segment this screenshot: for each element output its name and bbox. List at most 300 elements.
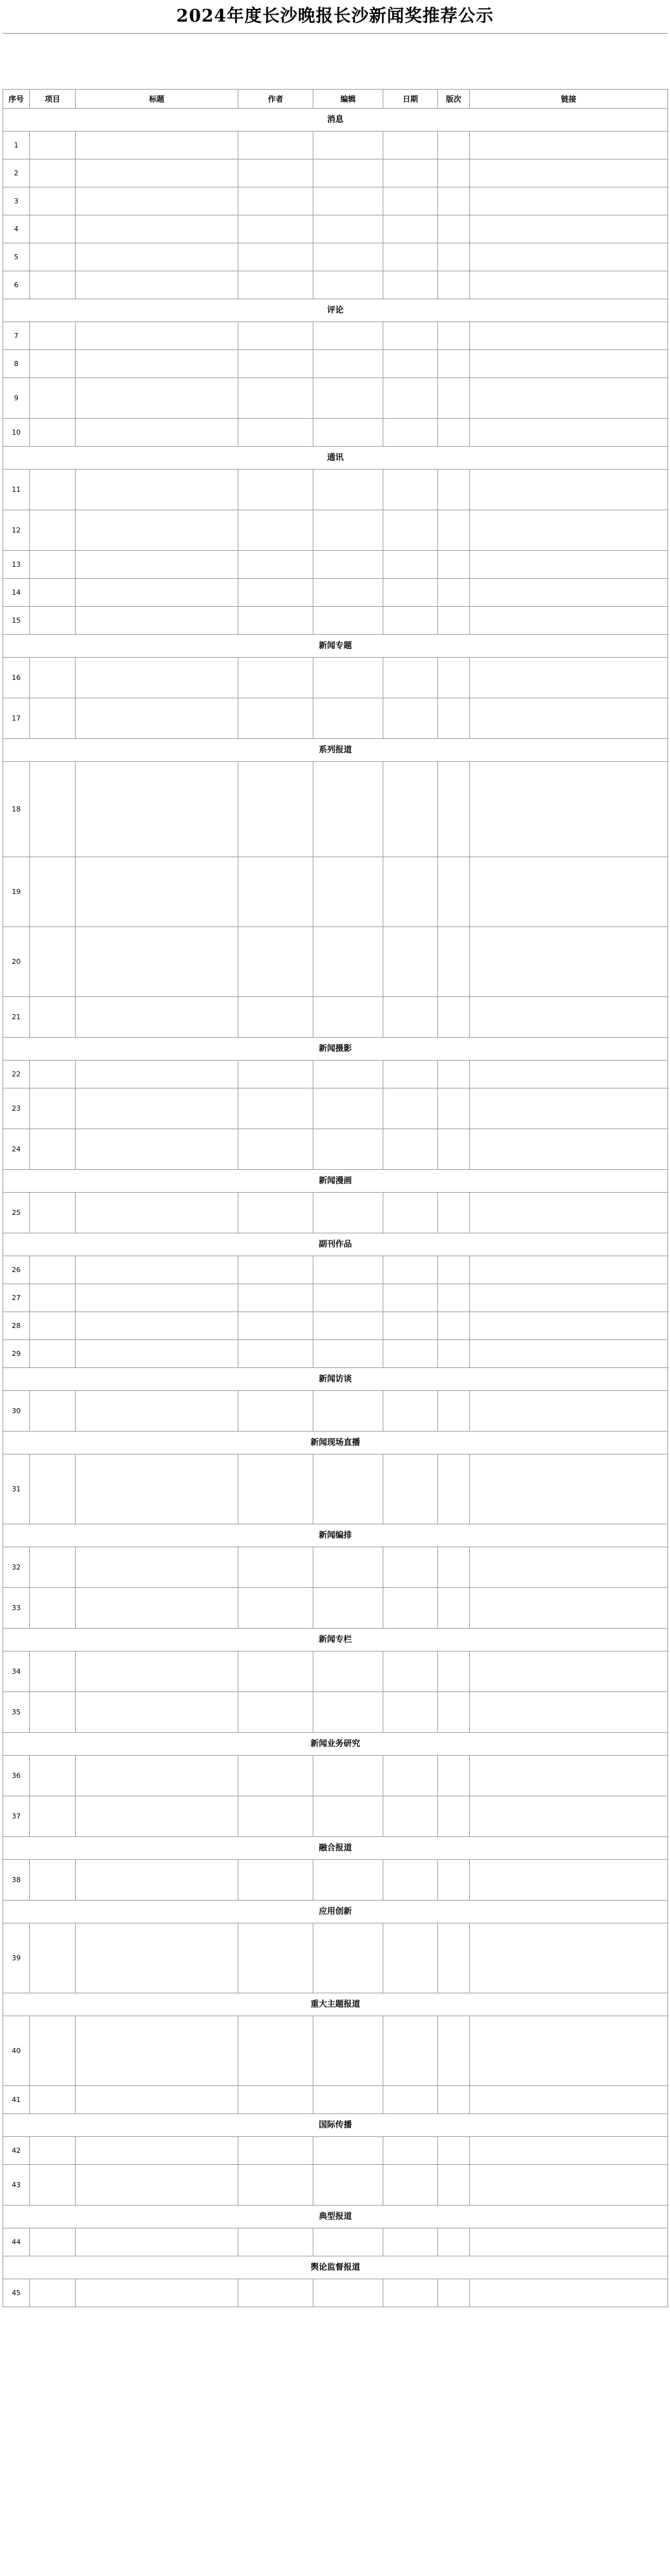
cell-link[interactable] (470, 1547, 668, 1588)
section-row-xinwenmanhua (3, 1170, 668, 1193)
header-link: 链接 (470, 90, 668, 109)
cell-title (76, 857, 238, 927)
cell-title (76, 1651, 238, 1692)
cell-page (438, 579, 470, 607)
table-row (3, 215, 668, 243)
table-row (3, 927, 668, 997)
cell-date (383, 1692, 438, 1733)
cell-link[interactable] (470, 607, 668, 635)
cell-editor (313, 857, 383, 927)
cell-editor (313, 927, 383, 997)
cell-date (383, 2086, 438, 2114)
cell-page (438, 2165, 470, 2206)
cell-author (238, 322, 313, 350)
cell-index: 32 (3, 1547, 30, 1588)
cell-page (438, 159, 470, 187)
table-row (3, 1756, 668, 1796)
cell-item (30, 1860, 76, 1901)
cell-index: 3 (3, 187, 30, 215)
cell-page (438, 997, 470, 1038)
cell-index: 1 (3, 132, 30, 159)
cell-page (438, 350, 470, 378)
cell-editor (313, 762, 383, 857)
cell-item (30, 1588, 76, 1629)
cell-index: 38 (3, 1860, 30, 1901)
cell-date (383, 2016, 438, 2086)
cell-page (438, 1547, 470, 1588)
cell-author (238, 378, 313, 419)
cell-date (383, 322, 438, 350)
cell-date (383, 1796, 438, 1837)
cell-author (238, 1692, 313, 1733)
section-row-pinglun (3, 299, 668, 322)
section-row-xinwenfangtan (3, 1368, 668, 1391)
table-row (3, 1340, 668, 1368)
table-row (3, 322, 668, 350)
cell-link[interactable] (470, 698, 668, 739)
cell-title (76, 159, 238, 187)
cell-link[interactable] (470, 322, 668, 350)
cell-item (30, 243, 76, 271)
cell-link[interactable] (470, 1923, 668, 1993)
cell-link[interactable] (470, 997, 668, 1038)
cell-date (383, 419, 438, 447)
cell-title (76, 187, 238, 215)
cell-author (238, 2165, 313, 2206)
cell-link[interactable] (470, 1796, 668, 1837)
table-row (3, 997, 668, 1038)
cell-index: 27 (3, 1284, 30, 1312)
section-heading: 典型报道 (3, 2206, 668, 2228)
table-row (3, 579, 668, 607)
cell-page (438, 1129, 470, 1170)
cell-editor (313, 2228, 383, 2256)
cell-author (238, 2016, 313, 2086)
cell-page (438, 1588, 470, 1629)
table-row (3, 1923, 668, 1993)
cell-item (30, 350, 76, 378)
cell-index: 4 (3, 215, 30, 243)
cell-date (383, 1284, 438, 1312)
section-heading: 副刊作品 (3, 1233, 668, 1256)
cell-author (238, 132, 313, 159)
cell-item (30, 2086, 76, 2114)
table-row (3, 2086, 668, 2114)
cell-item (30, 1547, 76, 1588)
cell-index: 14 (3, 579, 30, 607)
cell-index: 44 (3, 2228, 30, 2256)
cell-index: 41 (3, 2086, 30, 2114)
table-row (3, 1088, 668, 1129)
cell-item (30, 658, 76, 698)
section-heading: 国际传播 (3, 2114, 668, 2137)
table-row (3, 187, 668, 215)
cell-author (238, 857, 313, 927)
cell-title (76, 1088, 238, 1129)
section-row-xiliebaodao (3, 739, 668, 762)
cell-editor (313, 2086, 383, 2114)
cell-page (438, 698, 470, 739)
cell-editor (313, 1256, 383, 1284)
cell-page (438, 1692, 470, 1733)
cell-date (383, 243, 438, 271)
cell-title (76, 1547, 238, 1588)
cell-editor (313, 2137, 383, 2165)
cell-editor (313, 2279, 383, 2307)
cell-page (438, 2086, 470, 2114)
cell-title (76, 927, 238, 997)
cell-title (76, 2228, 238, 2256)
cell-index: 16 (3, 658, 30, 698)
cell-link[interactable] (470, 1756, 668, 1796)
cell-link[interactable] (470, 1340, 668, 1368)
cell-index: 39 (3, 1923, 30, 1993)
cell-author (238, 1088, 313, 1129)
cell-date (383, 1923, 438, 1993)
cell-date (383, 215, 438, 243)
table-body (3, 109, 668, 2307)
table-row (3, 1129, 668, 1170)
cell-date (383, 159, 438, 187)
cell-item (30, 510, 76, 551)
cell-title (76, 322, 238, 350)
cell-link[interactable] (470, 579, 668, 607)
section-row-xinwenyewuyanjiu (3, 1733, 668, 1756)
cell-editor (313, 1756, 383, 1796)
cell-page (438, 2137, 470, 2165)
cell-date (383, 927, 438, 997)
cell-item (30, 2279, 76, 2307)
cell-item (30, 1256, 76, 1284)
cell-item (30, 1651, 76, 1692)
cell-editor (313, 271, 383, 299)
cell-index: 20 (3, 927, 30, 997)
cell-editor (313, 322, 383, 350)
table-row (3, 857, 668, 927)
cell-title (76, 1061, 238, 1088)
cell-page (438, 419, 470, 447)
cell-editor (313, 419, 383, 447)
section-heading: 新闻专题 (3, 635, 668, 658)
section-row-dianxingbaodao (3, 2206, 668, 2228)
cell-title (76, 1256, 238, 1284)
cell-title (76, 2165, 238, 2206)
cell-index: 6 (3, 271, 30, 299)
cell-editor (313, 1923, 383, 1993)
section-row-xiaoxi (3, 109, 668, 132)
cell-date (383, 1454, 438, 1524)
cell-item (30, 607, 76, 635)
cell-link[interactable] (470, 551, 668, 579)
cell-link[interactable] (470, 215, 668, 243)
cell-author (238, 698, 313, 739)
cell-title (76, 1312, 238, 1340)
cell-item (30, 132, 76, 159)
cell-page (438, 187, 470, 215)
cell-link[interactable] (470, 762, 668, 857)
cell-date (383, 510, 438, 551)
cell-index: 17 (3, 698, 30, 739)
cell-index: 28 (3, 1312, 30, 1340)
cell-link[interactable] (470, 1651, 668, 1692)
cell-title (76, 1588, 238, 1629)
table-row (3, 1061, 668, 1088)
table-row (3, 1193, 668, 1233)
cell-index: 11 (3, 470, 30, 510)
cell-link[interactable] (470, 132, 668, 159)
cell-title (76, 1756, 238, 1796)
header-page: 版次 (438, 90, 470, 109)
cell-link[interactable] (470, 857, 668, 927)
cell-editor (313, 658, 383, 698)
cell-editor (313, 1692, 383, 1733)
cell-title (76, 551, 238, 579)
cell-index: 9 (3, 378, 30, 419)
cell-editor (313, 215, 383, 243)
cell-link[interactable] (470, 658, 668, 698)
cell-link[interactable] (470, 1391, 668, 1432)
cell-link[interactable] (470, 510, 668, 551)
section-heading: 通讯 (3, 447, 668, 470)
cell-date (383, 2165, 438, 2206)
section-row-tongxun (3, 447, 668, 470)
cell-item (30, 1312, 76, 1340)
cell-title (76, 350, 238, 378)
cell-title (76, 1193, 238, 1233)
cell-item (30, 927, 76, 997)
table-row (3, 1651, 668, 1692)
cell-link[interactable] (470, 927, 668, 997)
cell-date (383, 997, 438, 1038)
section-row-ronghebaodao (3, 1837, 668, 1860)
cell-link[interactable] (470, 1692, 668, 1733)
cell-author (238, 2086, 313, 2114)
cell-link[interactable] (470, 378, 668, 419)
cell-date (383, 1588, 438, 1629)
cell-link[interactable] (470, 470, 668, 510)
cell-author (238, 1860, 313, 1901)
cell-link[interactable] (470, 1284, 668, 1312)
cell-item (30, 378, 76, 419)
cell-author (238, 1796, 313, 1837)
cell-title (76, 698, 238, 739)
cell-item (30, 762, 76, 857)
cell-item (30, 419, 76, 447)
cell-author (238, 658, 313, 698)
cell-index: 40 (3, 2016, 30, 2086)
cell-author (238, 2228, 313, 2256)
cell-link[interactable] (470, 2016, 668, 2086)
cell-page (438, 243, 470, 271)
table-row (3, 2016, 668, 2086)
cell-date (383, 378, 438, 419)
meta-line (3, 76, 667, 89)
cell-page (438, 271, 470, 299)
cell-editor (313, 1129, 383, 1170)
cell-link[interactable] (470, 1588, 668, 1629)
section-row-xinwensheying (3, 1038, 668, 1061)
cell-date (383, 1129, 438, 1170)
cell-link[interactable] (470, 1061, 668, 1088)
cell-date (383, 2279, 438, 2307)
cell-link[interactable] (470, 1860, 668, 1901)
cell-index: 18 (3, 762, 30, 857)
section-row-yulunjiandu (3, 2256, 668, 2279)
cell-title (76, 271, 238, 299)
cell-editor (313, 159, 383, 187)
cell-index: 10 (3, 419, 30, 447)
cell-editor (313, 1391, 383, 1432)
table-row (3, 271, 668, 299)
table-row (3, 243, 668, 271)
cell-title (76, 1860, 238, 1901)
cell-author (238, 551, 313, 579)
cell-item (30, 698, 76, 739)
cell-author (238, 1284, 313, 1312)
section-row-yingyongchuangxin (3, 1901, 668, 1923)
cell-editor (313, 1312, 383, 1340)
cell-link[interactable] (470, 271, 668, 299)
cell-author (238, 1547, 313, 1588)
cell-link[interactable] (470, 1454, 668, 1524)
cell-item (30, 2137, 76, 2165)
cell-editor (313, 1284, 383, 1312)
cell-link[interactable] (470, 159, 668, 187)
table-row (3, 658, 668, 698)
section-heading: 重大主题报道 (3, 1993, 668, 2016)
cell-link[interactable] (470, 2279, 668, 2307)
cell-item (30, 271, 76, 299)
cell-author (238, 997, 313, 1038)
cell-author (238, 1129, 313, 1170)
cell-link[interactable] (470, 1312, 668, 1340)
cell-index: 15 (3, 607, 30, 635)
cell-editor (313, 243, 383, 271)
cell-date (383, 1312, 438, 1340)
cell-item (30, 1088, 76, 1129)
cell-index: 36 (3, 1756, 30, 1796)
cell-index: 7 (3, 322, 30, 350)
cell-link[interactable] (470, 419, 668, 447)
cell-page (438, 1454, 470, 1524)
cell-author (238, 1312, 313, 1340)
cell-link[interactable] (470, 1256, 668, 1284)
cell-link[interactable] (470, 243, 668, 271)
cell-index: 25 (3, 1193, 30, 1233)
cell-editor (313, 350, 383, 378)
cell-author (238, 2279, 313, 2307)
table-header-row (3, 90, 668, 109)
cell-author (238, 159, 313, 187)
cell-page (438, 510, 470, 551)
cell-author (238, 470, 313, 510)
cell-title (76, 419, 238, 447)
section-row-xinwenzhuanlan (3, 1629, 668, 1651)
cell-item (30, 1129, 76, 1170)
cell-link[interactable] (470, 1193, 668, 1233)
cell-link[interactable] (470, 187, 668, 215)
cell-link[interactable] (470, 2137, 668, 2165)
cell-editor (313, 1088, 383, 1129)
cell-link[interactable] (470, 2165, 668, 2206)
cell-title (76, 2086, 238, 2114)
cell-page (438, 132, 470, 159)
section-heading: 新闻业务研究 (3, 1733, 668, 1756)
cell-author (238, 762, 313, 857)
cell-date (383, 762, 438, 857)
table-row (3, 2137, 668, 2165)
cell-item (30, 322, 76, 350)
cell-title (76, 1454, 238, 1524)
intro-paragraph (3, 33, 667, 76)
section-row-guojichuanbo (3, 2114, 668, 2137)
cell-title (76, 1923, 238, 1993)
cell-editor (313, 579, 383, 607)
cell-author (238, 215, 313, 243)
cell-link[interactable] (470, 1129, 668, 1170)
cell-link[interactable] (470, 1088, 668, 1129)
table-row (3, 2165, 668, 2206)
cell-date (383, 857, 438, 927)
table-row (3, 1860, 668, 1901)
header-editor: 编辑 (313, 90, 383, 109)
cell-link[interactable] (470, 2086, 668, 2114)
cell-date (383, 2137, 438, 2165)
cell-editor (313, 1588, 383, 1629)
cell-date (383, 1547, 438, 1588)
cell-page (438, 762, 470, 857)
cell-index: 29 (3, 1340, 30, 1368)
table-row (3, 510, 668, 551)
cell-index: 22 (3, 1061, 30, 1088)
cell-date (383, 1756, 438, 1796)
section-heading: 新闻漫画 (3, 1170, 668, 1193)
cell-index: 43 (3, 2165, 30, 2206)
cell-editor (313, 1651, 383, 1692)
cell-item (30, 1193, 76, 1233)
cell-date (383, 1193, 438, 1233)
cell-index: 26 (3, 1256, 30, 1284)
table-row (3, 698, 668, 739)
cell-date (383, 1340, 438, 1368)
header-item: 项目 (30, 90, 76, 109)
cell-page (438, 551, 470, 579)
cell-editor (313, 1340, 383, 1368)
cell-item (30, 997, 76, 1038)
cell-title (76, 2279, 238, 2307)
cell-date (383, 1088, 438, 1129)
cell-item (30, 2165, 76, 2206)
section-heading: 新闻访谈 (3, 1368, 668, 1391)
section-row-fukanzuopin (3, 1233, 668, 1256)
cell-index: 24 (3, 1129, 30, 1170)
table-row (3, 551, 668, 579)
table-row (3, 1796, 668, 1837)
header-author: 作者 (238, 90, 313, 109)
cell-link[interactable] (470, 350, 668, 378)
cell-date (383, 1256, 438, 1284)
section-heading: 新闻专栏 (3, 1629, 668, 1651)
nominations-table (3, 89, 668, 2307)
cell-link[interactable] (470, 2228, 668, 2256)
cell-author (238, 187, 313, 215)
cell-editor (313, 551, 383, 579)
cell-title (76, 579, 238, 607)
cell-editor (313, 132, 383, 159)
cell-editor (313, 1061, 383, 1088)
cell-item (30, 187, 76, 215)
cell-item (30, 1923, 76, 1993)
